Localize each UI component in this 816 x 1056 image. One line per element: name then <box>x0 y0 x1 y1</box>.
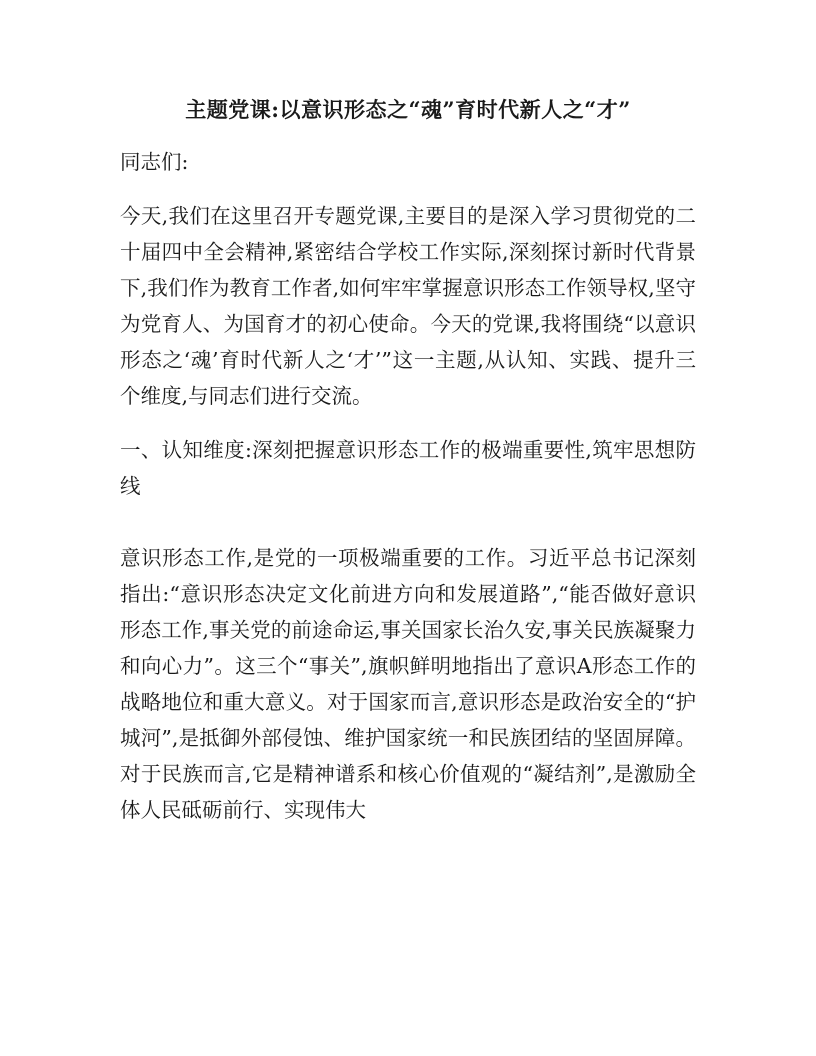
paragraph-section-1: 意识形态工作,是党的一项极端重要的工作。习近平总书记深刻指出:“意识形态决定文化前进方向和发展道路”,“能否做好意识形态工作,事关党的前途命运,事关国家长治久安,事关民族凝聚力和向心力”。这三个“事关”,旗帜鲜明地指出了意识A形态工作的战略地位和重大意义。对于国家而言,意识形态是政治安全的“护城河”,是抵御外部侵蚀、维护国家统一和民族团结的坚固屏障。对于民族而言,它是精神谱系和核心价值观的“凝结剂”,是激励全体人民砥砺前行、实现伟大 <box>120 546 696 822</box>
greeting: 同志们: <box>120 150 189 174</box>
document-page <box>120 94 696 828</box>
section-heading-1: 一、认知维度:深刻把握意识形态工作的极端重要性,筑牢思想防线 <box>120 438 696 498</box>
document-title: 主题党课:以意识形态之“魂”育时代新人之“才” <box>185 97 631 122</box>
paragraph-intro: 今天,我们在这里召开专题党课,主要目的是深入学习贯彻党的二十届四中全会精神,紧密结合学校工作实际,深刻探讨新时代背景下,我们作为教育工作者,如何牢牢掌握意识形态工作领导权,坚守为党育人、为国育才的初心使命。今天的党课,我将围绕“以意识形态之‘魂’育时代新人之‘才’”这一主题,从认知、实践、提升三个维度,与同志们进行交流。 <box>120 204 696 408</box>
